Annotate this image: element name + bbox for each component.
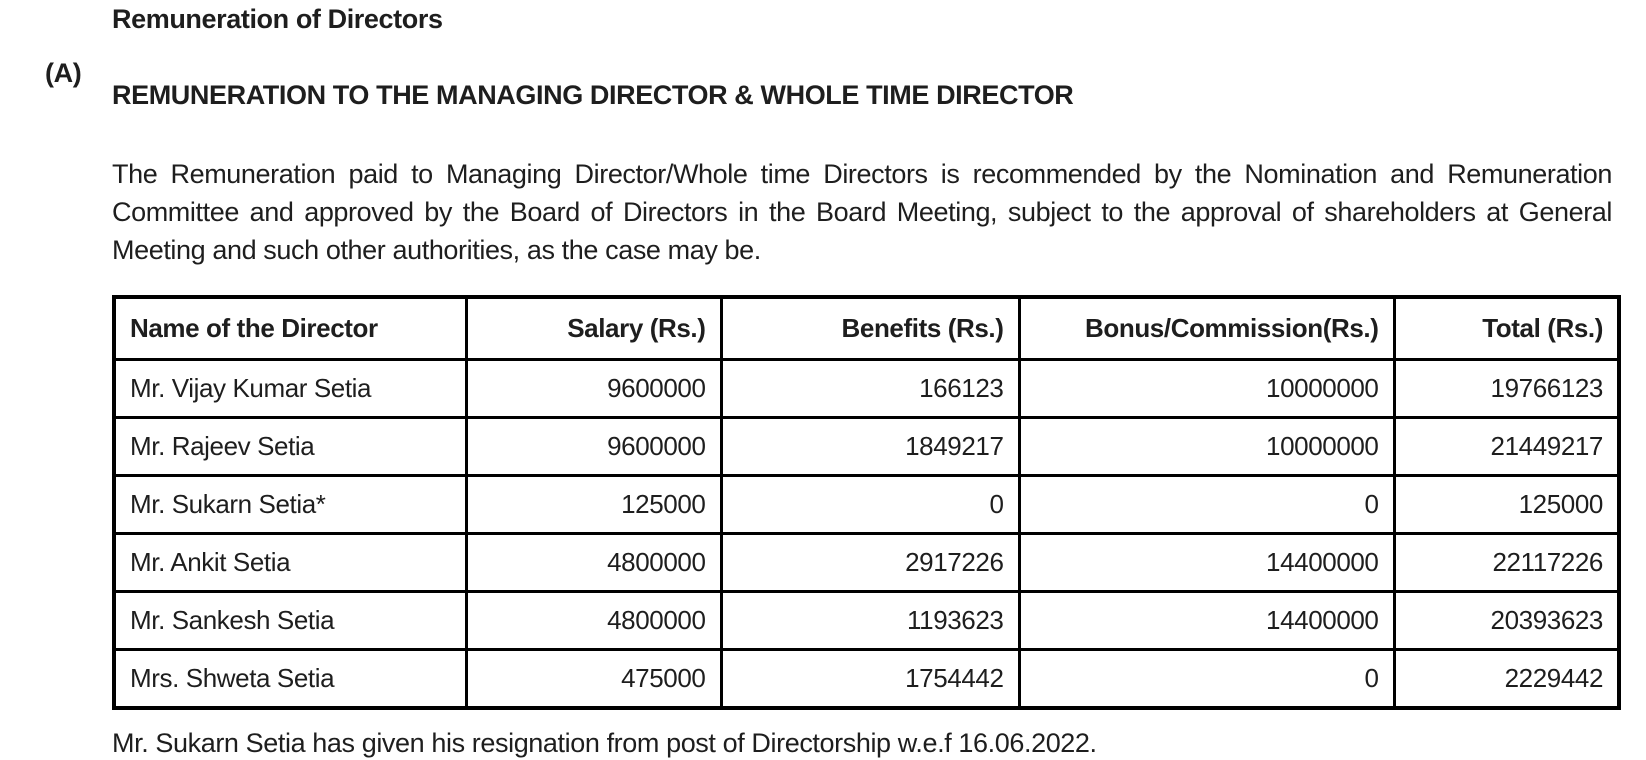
cell-salary: 4800000 [466, 533, 721, 591]
cell-benefits: 166123 [721, 359, 1019, 417]
cell-director-name: Mr. Vijay Kumar Setia [114, 359, 466, 417]
cell-director-name: Mr. Sankesh Setia [114, 591, 466, 649]
cell-director-name: Mr. Rajeev Setia [114, 417, 466, 475]
header-benefits: Benefits (Rs.) [721, 297, 1019, 360]
cell-bonus-commission: 10000000 [1019, 417, 1394, 475]
footnote: Mr. Sukarn Setia has given his resignation from post of Directorship w.e.f 16.06.2022. [112, 727, 1097, 758]
cell-benefits: 1754442 [721, 649, 1019, 708]
cell-salary: 475000 [466, 649, 721, 708]
cell-total: 22117226 [1394, 533, 1619, 591]
header-total: Total (Rs.) [1394, 297, 1619, 360]
table-row [114, 649, 1619, 708]
cell-total: 2229442 [1394, 649, 1619, 708]
table-header-row [114, 297, 1619, 360]
cell-bonus-commission: 10000000 [1019, 359, 1394, 417]
cell-benefits: 0 [721, 475, 1019, 533]
cell-benefits: 2917226 [721, 533, 1019, 591]
section-heading: REMUNERATION TO THE MANAGING DIRECTOR & WHOLE TIME DIRECTOR [112, 80, 1074, 111]
cell-director-name: Mrs. Shweta Setia [114, 649, 466, 708]
cell-bonus-commission: 0 [1019, 475, 1394, 533]
cell-total: 20393623 [1394, 591, 1619, 649]
cell-total: 21449217 [1394, 417, 1619, 475]
remuneration-table [112, 295, 1621, 710]
table-row [114, 359, 1619, 417]
cell-salary: 9600000 [466, 359, 721, 417]
cell-bonus-commission: 0 [1019, 649, 1394, 708]
page-title: Remuneration of Directors [112, 4, 443, 34]
cell-bonus-commission: 14400000 [1019, 533, 1394, 591]
cell-total: 19766123 [1394, 359, 1619, 417]
cell-director-name: Mr. Sukarn Setia* [114, 475, 466, 533]
cell-director-name: Mr. Ankit Setia [114, 533, 466, 591]
table-row [114, 591, 1619, 649]
header-bonus-commission: Bonus/Commission(Rs.) [1019, 297, 1394, 360]
header-director-name: Name of the Director [114, 297, 466, 360]
cell-total: 125000 [1394, 475, 1619, 533]
section-heading-row [45, 56, 1612, 135]
cell-salary: 9600000 [466, 417, 721, 475]
table-row [114, 417, 1619, 475]
intro-paragraph: The Remuneration paid to Managing Director/Whole time Directors is recommended by the Nomination and Remuneration Committee and approved by the Board of Directors in the Board Meeting, subject to the approval of shareholders at General Meeting and such other authorities, as the case may be. [112, 158, 1612, 265]
cell-bonus-commission: 14400000 [1019, 591, 1394, 649]
cell-benefits: 1849217 [721, 417, 1019, 475]
section-label: (A) [45, 58, 82, 88]
cell-salary: 125000 [466, 475, 721, 533]
table-row [114, 533, 1619, 591]
cell-benefits: 1193623 [721, 591, 1019, 649]
header-salary: Salary (Rs.) [466, 297, 721, 360]
table-row [114, 475, 1619, 533]
cell-salary: 4800000 [466, 591, 721, 649]
